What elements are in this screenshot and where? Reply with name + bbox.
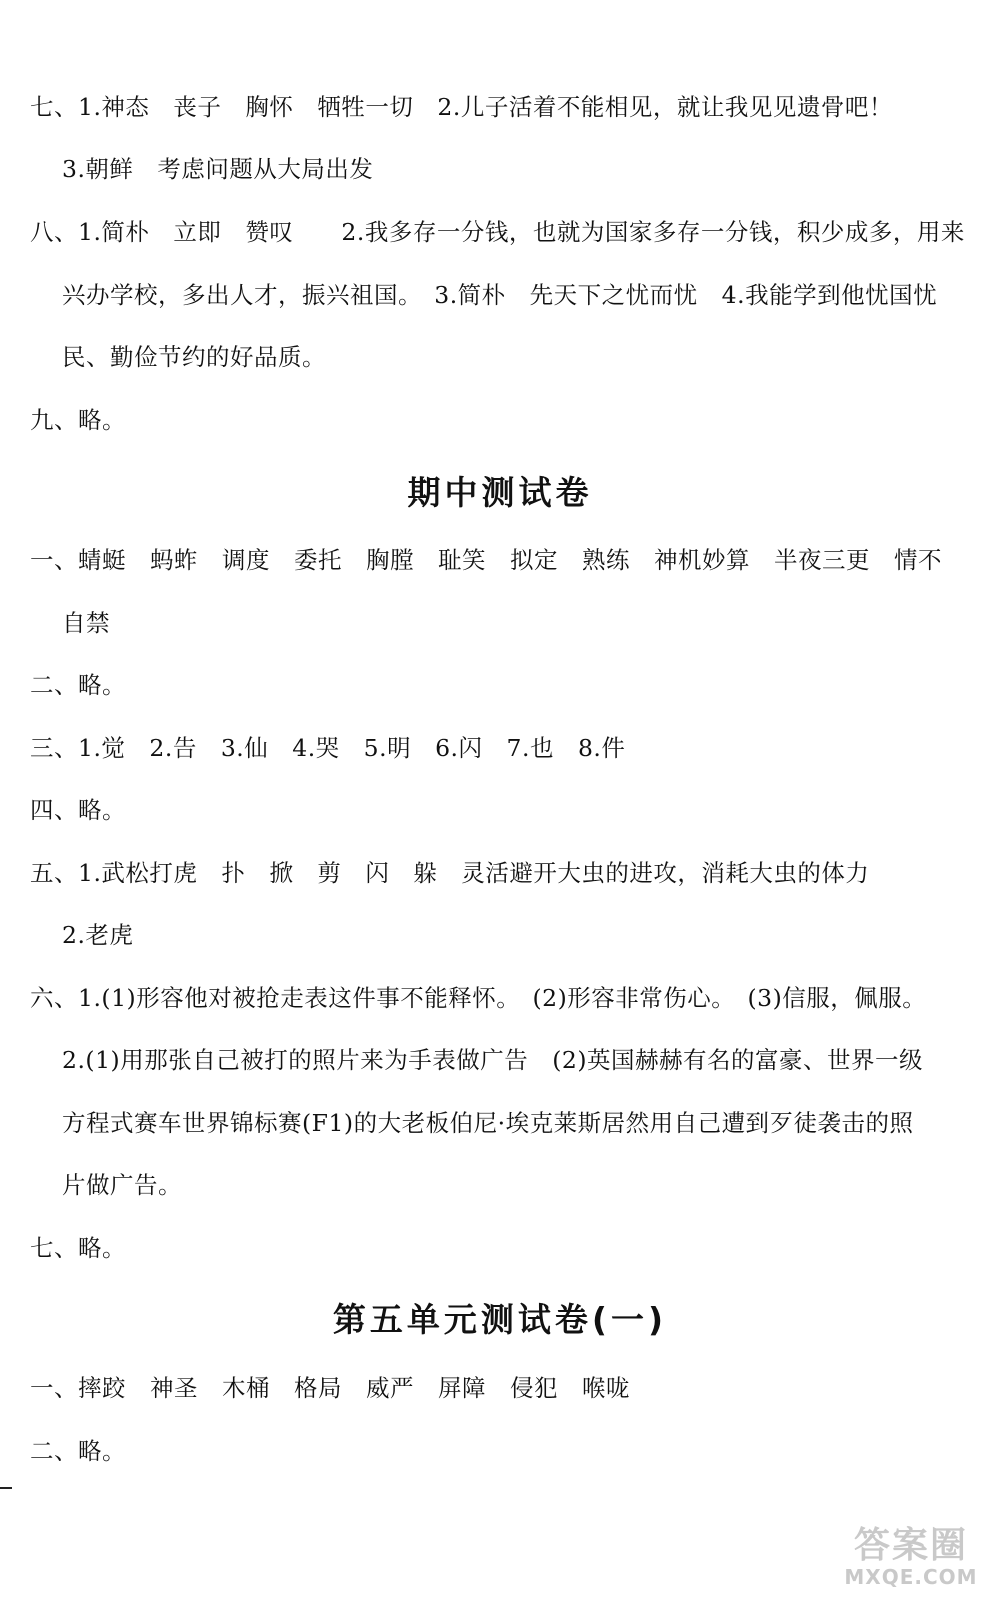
watermark-logo-top: 答案圈 [853,1525,968,1566]
midterm-line-3: 三、1.觉 2.告 3.仙 4.哭 5.明 6.闪 7.也 8.件 [30,734,626,762]
midterm-line-5-cont: 2.老虎 [62,921,134,949]
unit5-line-2: 二、略。 [30,1437,126,1465]
midterm-line-5: 五、1.武松打虎 扑 掀 剪 闪 躲 灵活避开大虫的进攻，消耗大虫的体力 [30,859,870,887]
page-edge-mark [0,1487,12,1489]
section-heading-unit5: 第五单元测试卷(一) [332,1300,668,1339]
answer-line-9: 九、略。 [30,406,126,434]
midterm-line-7: 七、略。 [30,1234,126,1262]
answer-line-7: 七、1.神态 丧子 胸怀 牺牲一切 2.儿子活着不能相见，就让我见见遗骨吧！ [30,93,893,121]
watermark-logo-bottom: MXQE.COM [844,1565,978,1589]
midterm-line-1-cont: 自禁 [62,609,110,637]
midterm-line-2: 二、略。 [30,671,126,699]
unit5-line-1: 一、摔跤 神圣 木桶 格局 威严 屏障 侵犯 喉咙 [30,1374,630,1402]
midterm-line-6-cont-1: 2.(1)用那张自己被打的照片来为手表做广告 (2)英国赫赫有名的富豪、世界一级 [62,1046,923,1074]
answer-line-8-cont-1: 兴办学校，多出人才，振兴祖国。 3.简朴 先天下之忧而忧 4.我能学到他忧国忧 [62,281,938,309]
answer-line-8-cont-2: 民、勤俭节约的好品质。 [62,343,326,371]
section-heading-midterm: 期中测试卷 [407,473,593,512]
midterm-line-4: 四、略。 [30,796,126,824]
watermark-logo [836,1526,986,1594]
answer-line-8: 八、1.简朴 立即 赞叹 2.我多存一分钱，也就为国家多存一分钱，积少成多，用来 [30,218,965,246]
midterm-line-1: 一、蜻蜓 蚂蚱 调度 委托 胸膛 耻笑 拟定 熟练 神机妙算 半夜三更 情不 [30,546,942,574]
midterm-line-6-cont-3: 片做广告。 [62,1171,182,1199]
answer-line-7-cont: 3.朝鲜 考虑问题从大局出发 [62,155,374,183]
midterm-line-6: 六、1.(1)形容他对被抢走表这件事不能释怀。 (2)形容非常伤心。 (3)信服，佩服。 [30,984,927,1012]
midterm-line-6-cont-2: 方程式赛车世界锦标赛(F1)的大老板伯尼·埃克莱斯居然用自己遭到歹徒袭击的照 [62,1109,914,1137]
